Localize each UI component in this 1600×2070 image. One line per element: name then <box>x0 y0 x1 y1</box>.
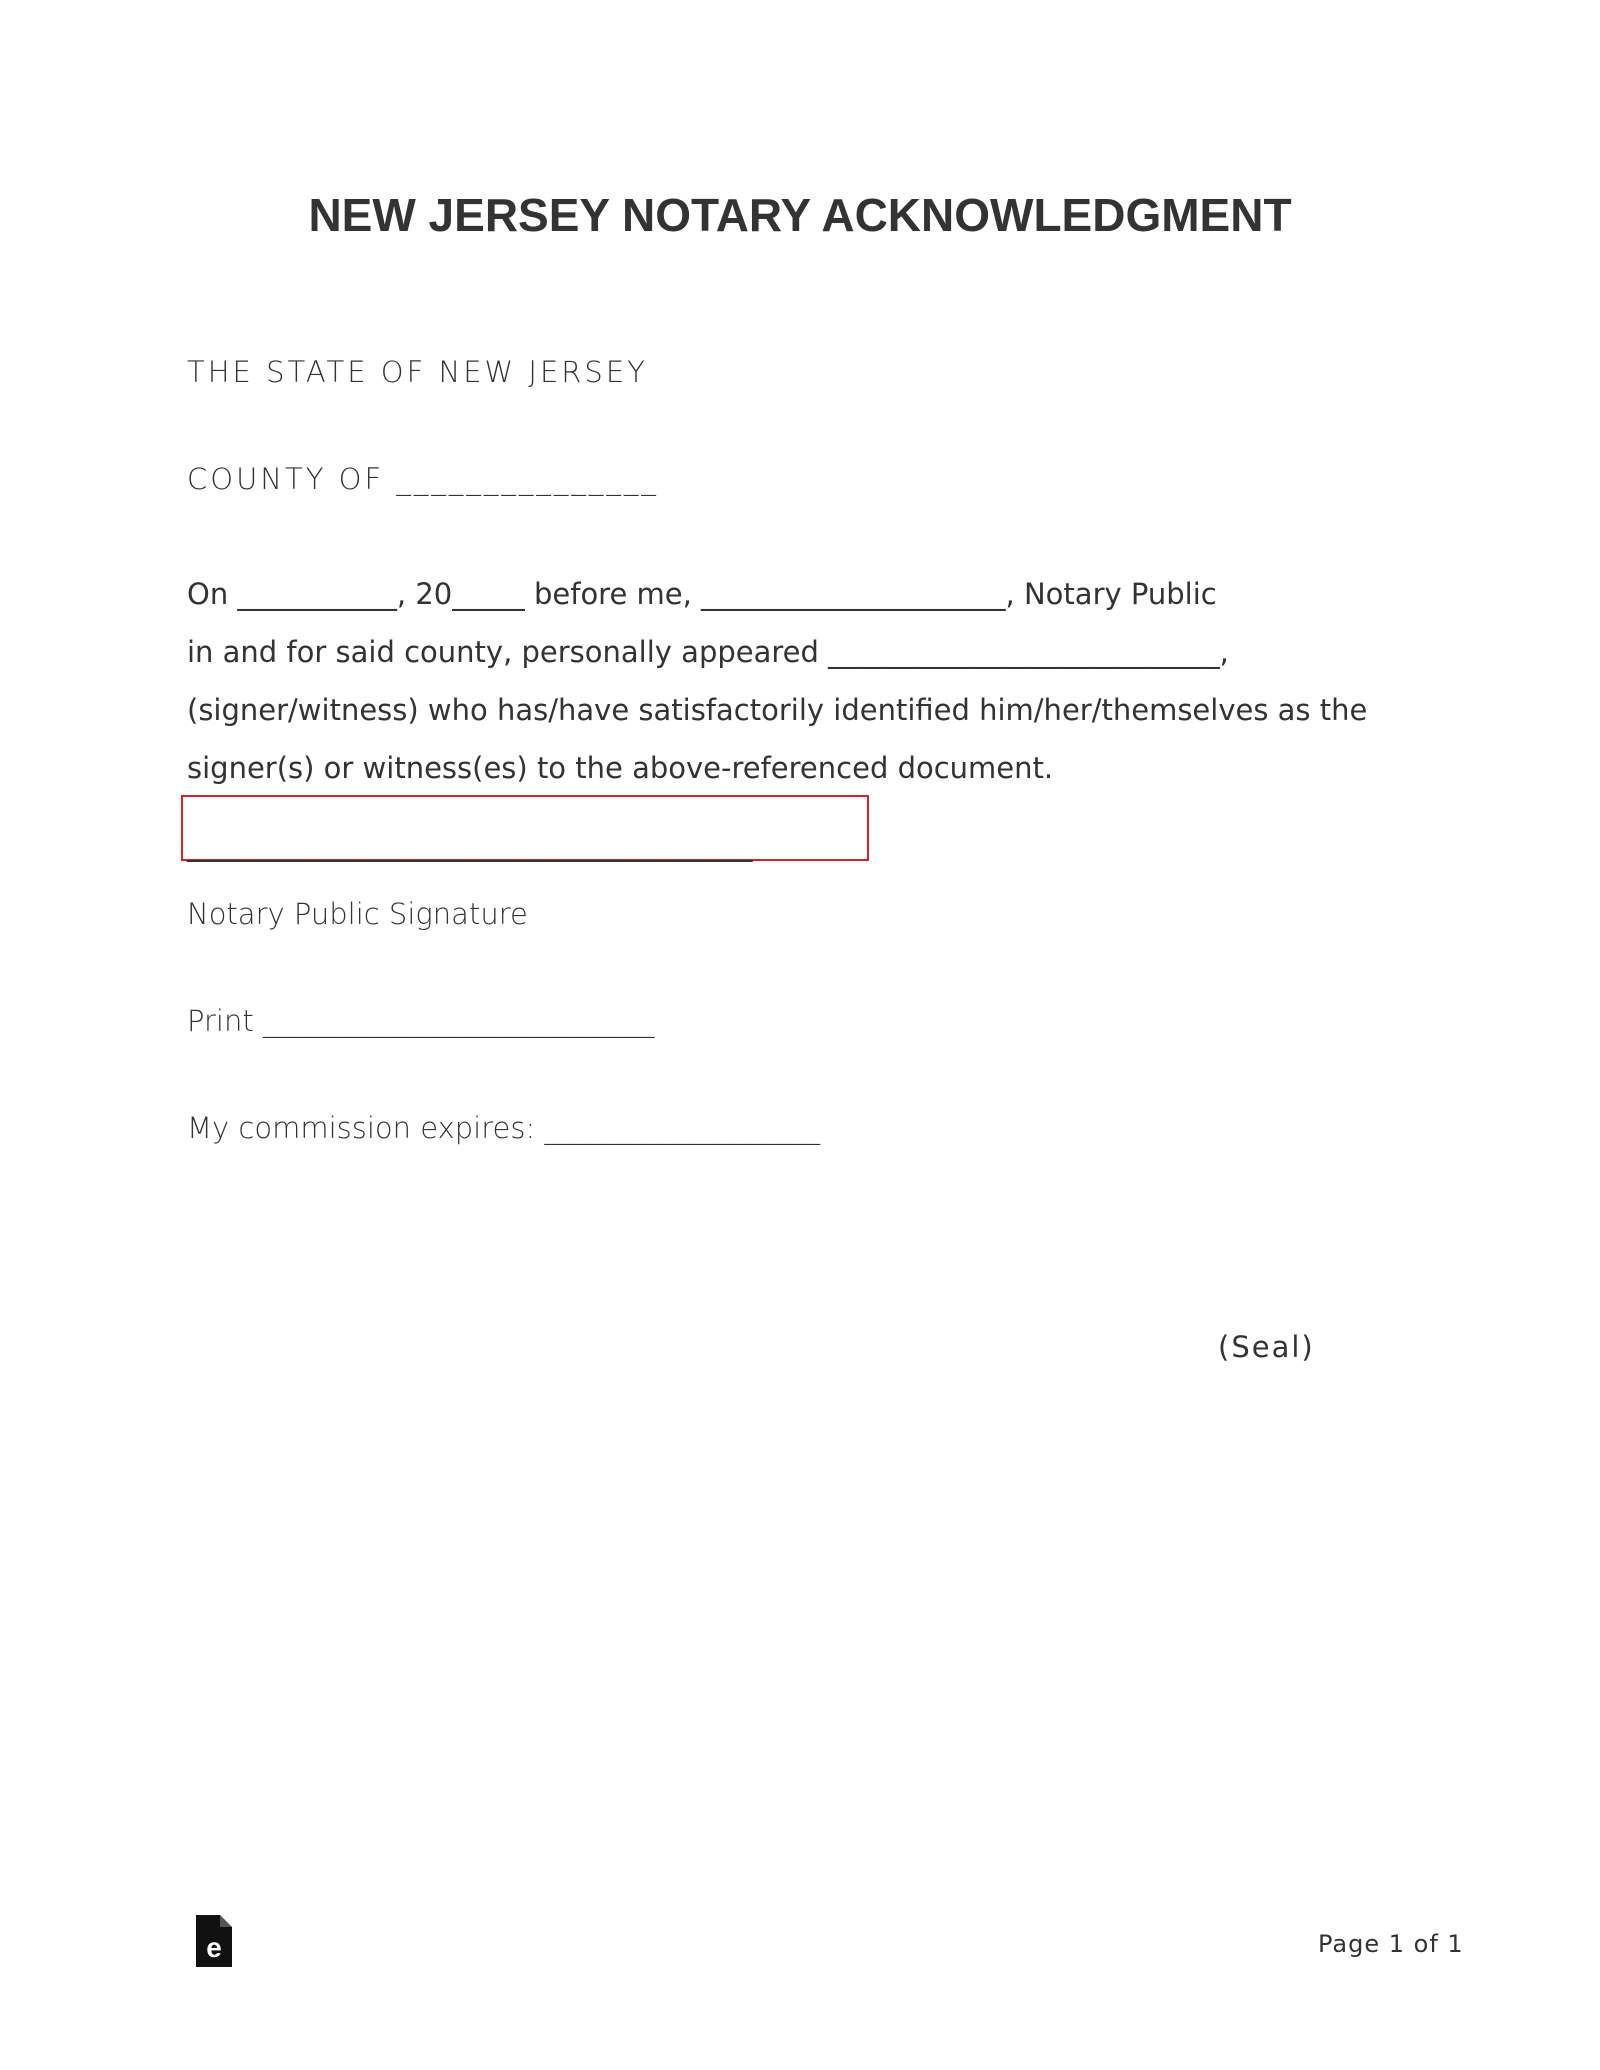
esign-document-icon <box>196 1915 232 1967</box>
paragraph-line-4: signer(s) or witness(es) to the above-referenced document. <box>187 751 1054 785</box>
acknowledgment-paragraph <box>187 565 1417 797</box>
print-name-line[interactable]: Print ___________________________ <box>187 1004 655 1038</box>
paragraph-line-3: (signer/witness) who has/have satisfactorily identified him/her/themselves as the <box>187 693 1368 727</box>
state-line: THE STATE OF NEW JERSEY <box>187 355 648 389</box>
notary-signature-line[interactable]: _______________________________________ <box>187 828 753 862</box>
county-line[interactable]: COUNTY OF _______________ <box>187 462 659 496</box>
page-number: Page 1 of 1 <box>1318 1930 1464 1958</box>
svg-text:e: e <box>206 1932 222 1963</box>
paragraph-line-1[interactable]: On ___________, 20_____ before me, _____________________, Notary Public <box>187 577 1217 611</box>
notary-signature-label: Notary Public Signature <box>187 897 528 931</box>
paragraph-line-2[interactable]: in and for said county, personally appeared ___________________________, <box>187 635 1229 669</box>
commission-expires-line[interactable]: My commission expires: ___________________ <box>187 1111 820 1145</box>
seal-label: (Seal) <box>1218 1330 1315 1364</box>
document-title: NEW JERSEY NOTARY ACKNOWLEDGMENT <box>308 189 1292 241</box>
